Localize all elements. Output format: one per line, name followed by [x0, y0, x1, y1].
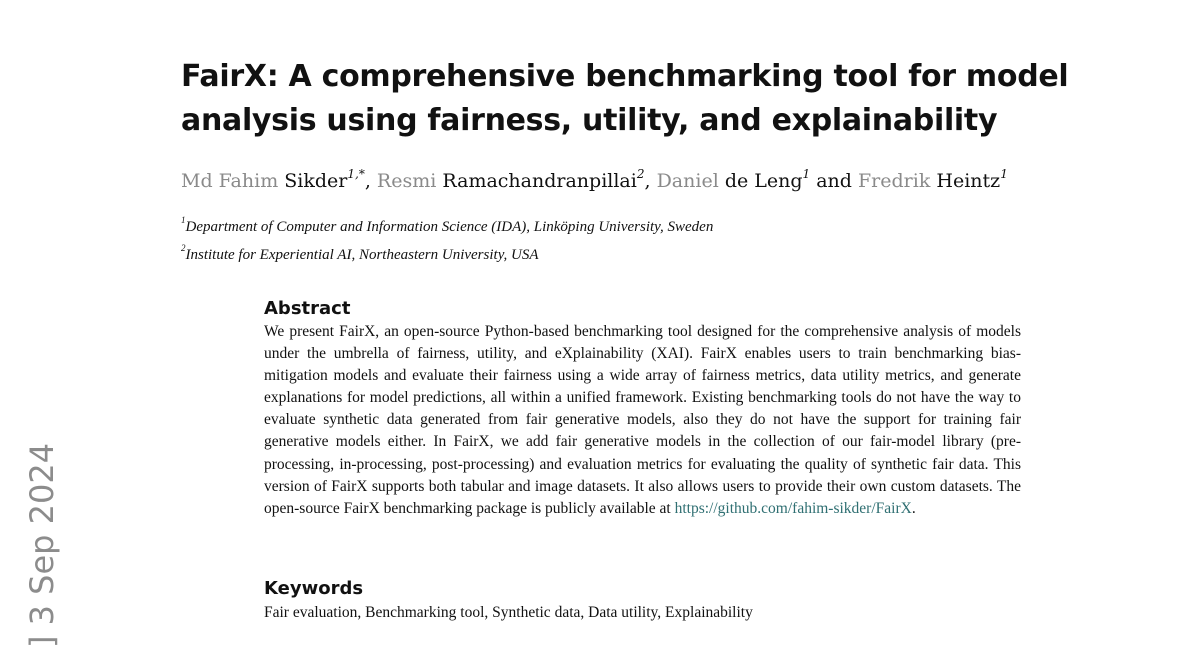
abstract-body — [264, 321, 1021, 520]
author-separator: and — [810, 170, 858, 193]
author — [181, 167, 377, 193]
author-family-name: Heintz — [936, 170, 1001, 193]
abstract-heading: Abstract — [264, 298, 351, 319]
author-separator: , — [364, 170, 377, 193]
author-given-name: Fredrik — [858, 170, 931, 193]
affiliation — [181, 212, 713, 237]
arxiv-side-stamp: ] 3 Sep 2024 — [23, 442, 61, 648]
author-affiliation-mark: 1 — [1000, 167, 1008, 181]
author-given-name: Md Fahim — [181, 170, 279, 193]
affiliation-text: Department of Computer and Information Science (IDA), Linköping University, Sweden — [185, 219, 714, 235]
author-affiliation-mark: 2 — [636, 167, 645, 181]
author-family-name: de Leng — [724, 170, 803, 193]
affiliation-text: Institute for Experiential AI, Northeastern University, USA — [185, 247, 539, 263]
author-list — [181, 163, 1008, 194]
keywords-heading: Keywords — [264, 578, 364, 599]
author-family-name: Ramachandranpillai — [442, 170, 637, 193]
author-affiliation-mark: 1 — [802, 167, 811, 181]
paper-title: FairX: A comprehensive benchmarking tool for model analysis using fairness, utility, and explainability — [181, 59, 1069, 138]
abstract-end: . — [911, 499, 916, 517]
affiliation — [181, 240, 539, 265]
abstract-text: We present FairX, an open-source Python-based benchmarking tool designed for the comprehensive analysis of models under the umbrella of fairness, utility, and eXplainability (XAI). FairX enables users to train benchmarking bias-mitigation models and evaluate their fairness using a wide array of fairness metrics, data utility metrics, and generate explanations for model predictions, all within a unified framework. Existing benchmarking tools do not have the way to evaluate synthetic data generated from fair generative models, also they do not have the support for training fair generative models either. In FairX, we add fair generative models in the collection of our fair-model library (pre-processing, in-processing, post-processing) and evaluation metrics for evaluating the quality of synthetic fair data. This version of FairX supports both tabular and image datasets. It also allows users to provide their own custom datasets. The open-source FairX benchmarking package is publicly available at — [264, 323, 1021, 517]
author-given-name: Resmi — [376, 170, 437, 193]
author-given-name: Daniel — [656, 170, 719, 193]
affiliation-mark: 1 — [181, 215, 186, 225]
author-family-name: Sikder — [284, 170, 348, 193]
author — [858, 167, 1008, 193]
github-link[interactable]: https://github.com/fahim-sikder/FairX — [674, 499, 912, 517]
keywords-list: Fair evaluation, Benchmarking tool, Synthetic data, Data utility, Explainability — [264, 604, 753, 621]
author — [656, 167, 858, 193]
author — [376, 167, 657, 193]
author-separator: , — [644, 170, 657, 193]
author-affiliation-mark: 1,* — [347, 167, 365, 181]
affiliation-mark: 2 — [181, 243, 186, 253]
